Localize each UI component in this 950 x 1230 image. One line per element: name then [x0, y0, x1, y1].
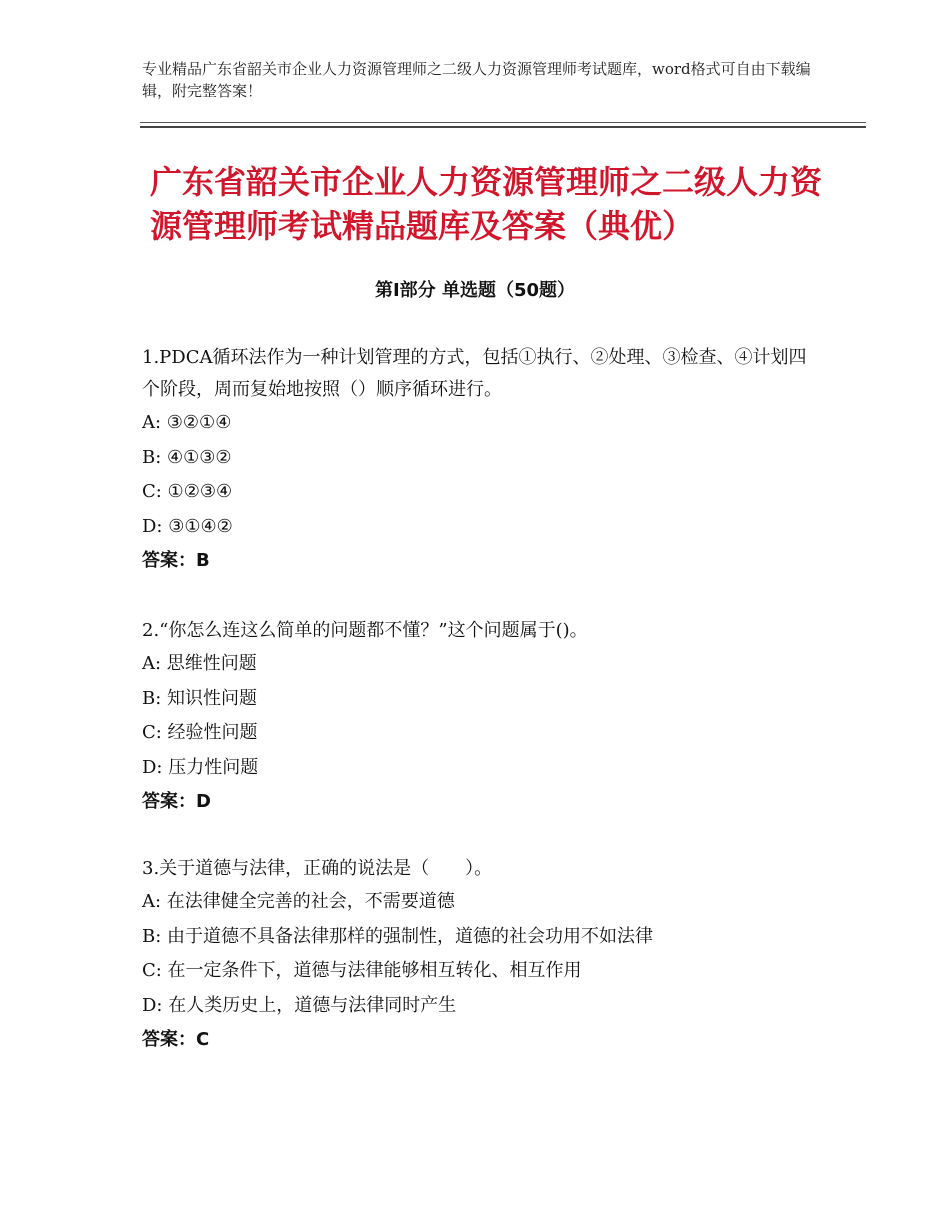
option-a: A: 思维性问题 [142, 653, 257, 674]
answer: 答案：D [142, 791, 211, 812]
document-title: 广东省韶关市企业人力资源管理师之二级人力资源管理师考试精品题库及答案（典优） [150, 163, 823, 245]
header-divider-thin [140, 122, 866, 123]
question-stem: 2.“你怎么连这么简单的问题都不懂？”这个问题属于()。 [142, 620, 588, 641]
option-d: D: 压力性问题 [142, 756, 259, 778]
question-1 [142, 342, 822, 578]
option-b: B: ④①③② [142, 446, 232, 468]
option-c: C: 经验性问题 [142, 722, 258, 743]
answer: 答案：B [142, 550, 210, 571]
option-b: B: 由于道德不具备法律那样的强制性，道德的社会功用不如法律 [142, 925, 654, 947]
option-b: B: 知识性问题 [142, 687, 258, 709]
header-note: 专业精品广东省韶关市企业人力资源管理师之二级人力资源管理师考试题库，word格式可自由下载编辑，附完整答案！ [142, 60, 811, 100]
header-divider-thick [140, 126, 866, 128]
option-d: D: 在人类历史上，道德与法律同时产生 [142, 994, 457, 1016]
option-d: D: ③①④② [142, 515, 233, 537]
question-2 [142, 615, 822, 819]
option-a: A: 在法律健全完善的社会，不需要道德 [142, 891, 455, 912]
option-c: C: 在一定条件下，道德与法律能够相互转化、相互作用 [142, 960, 582, 981]
question-stem: 1.PDCA循环法作为一种计划管理的方式，包括①执行、②处理、③检查、④计划四个阶段，周而复始地按照（）顺序循环进行。 [142, 347, 807, 400]
question-stem: 3.关于道德与法律，正确的说法是（ ）。 [142, 858, 493, 879]
option-a: A: ③②①④ [142, 412, 232, 433]
option-c: C: ①②③④ [142, 481, 233, 502]
answer: 答案：C [142, 1029, 210, 1050]
section-title: 第Ⅰ部分 单选题（50题） [374, 280, 575, 301]
question-3 [142, 853, 822, 1057]
